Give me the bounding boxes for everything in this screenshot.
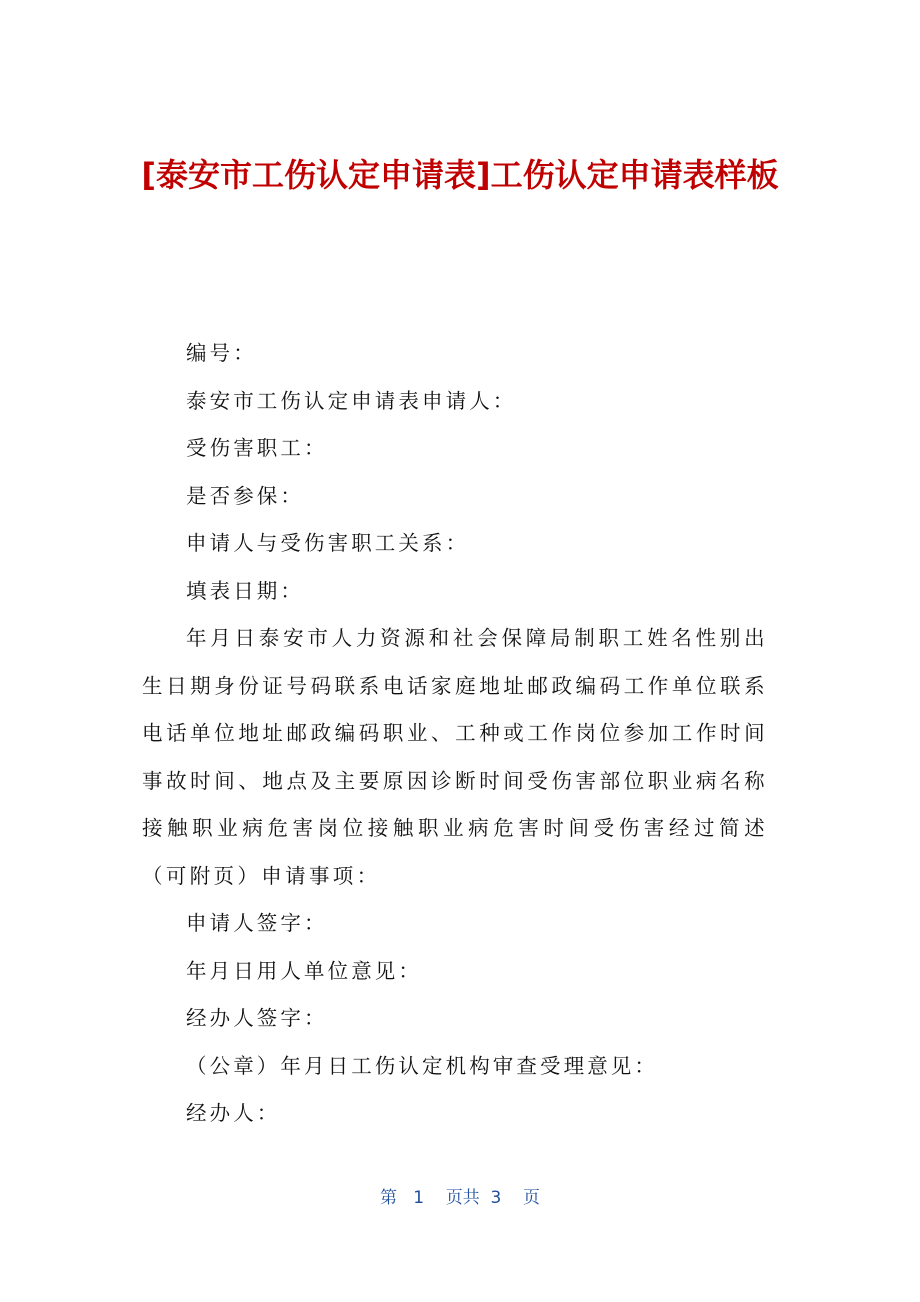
- field-handler: 经办人：: [186, 1101, 281, 1125]
- field-fill-date: 填表日期：: [186, 578, 304, 603]
- footer-suffix: 页: [522, 1188, 540, 1208]
- form-details-paragraph: 年月日泰安市人力资源和社会保障局制职工姓名性别出生日期身份证号码联系电话家庭地址邮政编码工作单位联系电话单位地址邮政编码职业、工种或工作岗位参加工作时间事故时间、地点及主要原因诊断时间受伤害部位职业病名称接触职业病危害岗位接触职业病危害时间受伤害经过简述（可附页）申请事项：: [142, 626, 768, 888]
- field-applicant: 泰安市工伤认定申请表申请人：: [186, 388, 517, 413]
- footer-total-pages: 3: [490, 1188, 502, 1208]
- field-number: 编号：: [186, 341, 257, 365]
- field-applicant-signature: 申请人签字：: [186, 911, 328, 935]
- footer-current-page: 1: [413, 1188, 425, 1208]
- field-employer-opinion: 年月日用人单位意见：: [186, 958, 422, 983]
- field-injured-worker: 受伤害职工：: [186, 436, 328, 460]
- footer-middle: 页共: [445, 1188, 480, 1208]
- footer-prefix: 第: [380, 1188, 398, 1208]
- field-insured: 是否参保：: [186, 483, 304, 508]
- field-handler-signature: 经办人签字：: [186, 1006, 328, 1030]
- page-footer: [0, 1183, 920, 1208]
- document-body: [142, 330, 768, 1138]
- document-title: [泰安市工伤认定申请表]工伤认定申请表样板: [141, 156, 779, 194]
- field-relationship: 申请人与受伤害职工关系：: [186, 531, 470, 555]
- field-review-opinion: （公章）年月日工伤认定机构审查受理意见：: [186, 1053, 658, 1078]
